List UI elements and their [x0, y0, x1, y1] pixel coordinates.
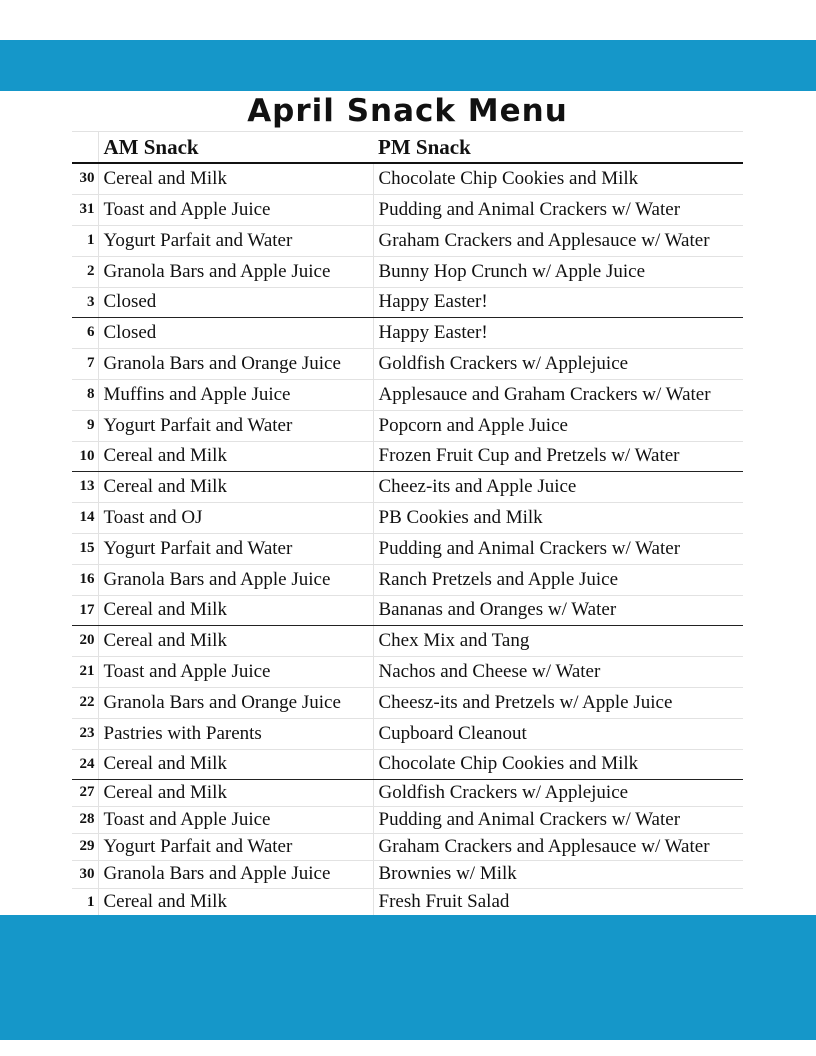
table-row [72, 860, 743, 888]
am-snack-cell: Granola Bars and Orange Juice [98, 687, 373, 718]
day-number: 21 [72, 656, 98, 687]
table-row [72, 833, 743, 860]
table-row [72, 348, 743, 379]
table-row [72, 471, 743, 502]
am-snack-cell: Granola Bars and Apple Juice [98, 564, 373, 595]
pm-snack-cell: Ranch Pretzels and Apple Juice [373, 564, 743, 595]
day-number: 24 [72, 749, 98, 779]
table-row [72, 656, 743, 687]
am-snack-cell: Pastries with Parents [98, 718, 373, 749]
pm-snack-cell: Brownies w/ Milk [373, 860, 743, 888]
pm-snack-cell: PB Cookies and Milk [373, 502, 743, 533]
pm-snack-cell: Nachos and Cheese w/ Water [373, 656, 743, 687]
day-number: 22 [72, 687, 98, 718]
table-row [72, 625, 743, 656]
table-row [72, 687, 743, 718]
am-snack-cell: Yogurt Parfait and Water [98, 833, 373, 860]
am-snack-cell: Cereal and Milk [98, 779, 373, 806]
day-number: 8 [72, 379, 98, 410]
day-number: 9 [72, 410, 98, 441]
table-row [72, 779, 743, 806]
am-snack-cell: Granola Bars and Apple Juice [98, 256, 373, 287]
am-snack-cell: Toast and Apple Juice [98, 656, 373, 687]
day-number: 2 [72, 256, 98, 287]
am-snack-cell: Toast and Apple Juice [98, 806, 373, 833]
am-snack-cell: Granola Bars and Apple Juice [98, 860, 373, 888]
am-snack-cell: Cereal and Milk [98, 595, 373, 625]
day-number: 30 [72, 163, 98, 194]
table-row [72, 256, 743, 287]
pm-snack-cell: Popcorn and Apple Juice [373, 410, 743, 441]
table-row [72, 410, 743, 441]
table-row [72, 287, 743, 317]
day-number: 3 [72, 287, 98, 317]
day-number: 29 [72, 833, 98, 860]
top-color-band [0, 40, 816, 91]
table-row [72, 225, 743, 256]
am-snack-cell: Closed [98, 287, 373, 317]
pm-snack-cell: Chocolate Chip Cookies and Milk [373, 163, 743, 194]
pm-snack-cell: Pudding and Animal Crackers w/ Water [373, 533, 743, 564]
pm-snack-cell: Goldfish Crackers w/ Applejuice [373, 779, 743, 806]
pm-snack-cell: Happy Easter! [373, 317, 743, 348]
table-row [72, 749, 743, 779]
day-number: 6 [72, 317, 98, 348]
header-row [72, 132, 743, 164]
pm-snack-cell: Pudding and Animal Crackers w/ Water [373, 806, 743, 833]
am-snack-cell: Yogurt Parfait and Water [98, 225, 373, 256]
pm-snack-cell: Bananas and Oranges w/ Water [373, 595, 743, 625]
pm-snack-cell: Happy Easter! [373, 287, 743, 317]
table-row [72, 888, 743, 916]
am-snack-cell: Yogurt Parfait and Water [98, 533, 373, 564]
day-number: 1 [72, 225, 98, 256]
table-row [72, 317, 743, 348]
pm-snack-cell: Pudding and Animal Crackers w/ Water [373, 194, 743, 225]
day-number: 7 [72, 348, 98, 379]
day-number: 10 [72, 441, 98, 471]
table-row [72, 502, 743, 533]
am-snack-cell: Yogurt Parfait and Water [98, 410, 373, 441]
title-row [72, 91, 743, 132]
day-number: 27 [72, 779, 98, 806]
am-snack-cell: Granola Bars and Orange Juice [98, 348, 373, 379]
table-row [72, 163, 743, 194]
day-number: 17 [72, 595, 98, 625]
pm-snack-cell: Frozen Fruit Cup and Pretzels w/ Water [373, 441, 743, 471]
day-number: 16 [72, 564, 98, 595]
table-row [72, 718, 743, 749]
pm-snack-cell: Cheesz-its and Pretzels w/ Apple Juice [373, 687, 743, 718]
am-snack-cell: Cereal and Milk [98, 441, 373, 471]
day-header [72, 132, 98, 164]
table-row [72, 564, 743, 595]
day-number: 23 [72, 718, 98, 749]
am-snack-cell: Muffins and Apple Juice [98, 379, 373, 410]
day-number: 13 [72, 471, 98, 502]
day-number: 20 [72, 625, 98, 656]
table-row [72, 379, 743, 410]
am-snack-cell: Toast and OJ [98, 502, 373, 533]
table-row [72, 441, 743, 471]
table-row [72, 194, 743, 225]
day-number: 28 [72, 806, 98, 833]
am-snack-cell: Cereal and Milk [98, 888, 373, 916]
pm-snack-cell: Applesauce and Graham Crackers w/ Water [373, 379, 743, 410]
day-number: 14 [72, 502, 98, 533]
am-snack-cell: Cereal and Milk [98, 625, 373, 656]
snack-menu-table [72, 91, 743, 917]
day-number: 15 [72, 533, 98, 564]
page-title: April Snack Menu [72, 91, 743, 132]
day-number: 1 [72, 888, 98, 916]
pm-snack-cell: Cheez-its and Apple Juice [373, 471, 743, 502]
pm-snack-cell: Fresh Fruit Salad [373, 888, 743, 916]
day-number: 31 [72, 194, 98, 225]
am-snack-cell: Closed [98, 317, 373, 348]
am-snack-cell: Toast and Apple Juice [98, 194, 373, 225]
pm-snack-cell: Chex Mix and Tang [373, 625, 743, 656]
bottom-color-band [0, 915, 816, 1040]
table-row [72, 595, 743, 625]
am-snack-cell: Cereal and Milk [98, 471, 373, 502]
table-row [72, 806, 743, 833]
table-row [72, 533, 743, 564]
am-snack-cell: Cereal and Milk [98, 749, 373, 779]
pm-snack-cell: Chocolate Chip Cookies and Milk [373, 749, 743, 779]
pm-snack-cell: Graham Crackers and Applesauce w/ Water [373, 225, 743, 256]
pm-snack-cell: Cupboard Cleanout [373, 718, 743, 749]
pm-snack-cell: Bunny Hop Crunch w/ Apple Juice [373, 256, 743, 287]
pm-snack-header: PM Snack [373, 132, 743, 164]
pm-snack-cell: Goldfish Crackers w/ Applejuice [373, 348, 743, 379]
day-number: 30 [72, 860, 98, 888]
am-snack-cell: Cereal and Milk [98, 163, 373, 194]
am-snack-header: AM Snack [98, 132, 373, 164]
pm-snack-cell: Graham Crackers and Applesauce w/ Water [373, 833, 743, 860]
